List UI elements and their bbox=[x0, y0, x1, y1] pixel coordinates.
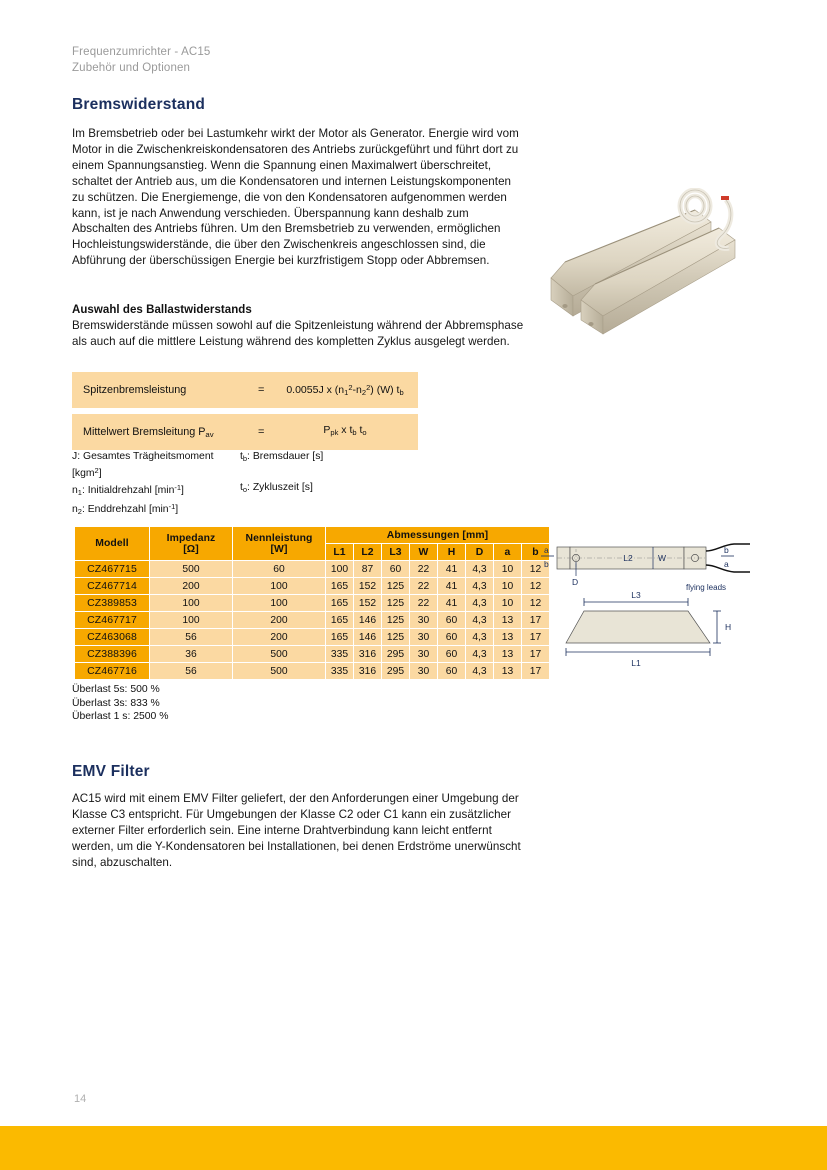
cell-b: 12 bbox=[522, 578, 549, 594]
cell-l1: 165 bbox=[326, 612, 353, 628]
cell-a: 13 bbox=[494, 646, 521, 662]
cell-impedanz: 36 bbox=[150, 646, 232, 662]
cell-impedanz: 100 bbox=[150, 595, 232, 611]
cell-l3: 125 bbox=[382, 612, 409, 628]
col-header-D: D bbox=[466, 544, 493, 560]
col-header-modell: Modell bbox=[75, 527, 149, 560]
cell-l1: 165 bbox=[326, 595, 353, 611]
cell-w: 22 bbox=[410, 595, 437, 611]
col-header-H: H bbox=[438, 544, 465, 560]
legend-item-n1: $n_1$: Initialdrehzahl $[\min^{-1}]$ bbox=[72, 483, 184, 498]
cell-d: 4,3 bbox=[466, 629, 493, 645]
cell-nennleistung: 200 bbox=[233, 629, 325, 645]
legend-item-n2: $n_2$: Enddrehzahl $[\min^{-1}]$ bbox=[72, 502, 179, 517]
cell-a: 10 bbox=[494, 578, 521, 594]
cell-nennleistung: 60 bbox=[233, 561, 325, 577]
cell-a: 10 bbox=[494, 595, 521, 611]
col-header-L1: L1 bbox=[326, 544, 353, 560]
cell-w: 30 bbox=[410, 663, 437, 679]
overload-notes bbox=[72, 683, 168, 724]
running-header bbox=[72, 45, 210, 76]
col-header-nennleistung: Nennleistung [W] bbox=[233, 527, 325, 560]
col-header-a: a bbox=[494, 544, 521, 560]
cell-nennleistung: 100 bbox=[233, 578, 325, 594]
paragraph-auswahl: Bremswiderstände müssen sowohl auf die Spitzenleistung während der Abbremsphase als auch auf die mittlere Leistung während des kompletten Zyklus ausgelegt werden. bbox=[72, 319, 524, 348]
cell-b: 17 bbox=[522, 629, 549, 645]
dimension-drawing-svg bbox=[536, 540, 754, 672]
cell-b: 17 bbox=[522, 663, 549, 679]
cell-l1: 165 bbox=[326, 578, 353, 594]
cell-l3: 60 bbox=[382, 561, 409, 577]
formula-2-denominator: $t_o$ bbox=[359, 424, 367, 438]
formula-box-average-braking-power bbox=[72, 414, 418, 450]
formula-1-equals: = bbox=[258, 384, 265, 396]
label-D: D bbox=[572, 577, 579, 587]
section-heading-bremswiderstand: Bremswiderstand bbox=[72, 96, 206, 113]
formula-2-numerator: $P_{pk}$ x $t_b$ bbox=[323, 424, 357, 438]
col-header-L2: L2 bbox=[354, 544, 381, 560]
cell-a: 13 bbox=[494, 629, 521, 645]
label-flying-leads: flying leads bbox=[686, 583, 727, 592]
running-header-line-1: Frequenzumrichter - AC15 bbox=[72, 46, 211, 58]
running-header-line-2: Zubehör und Optionen bbox=[72, 61, 191, 74]
subheading-auswahl: Auswahl des Ballastwiderstands bbox=[72, 304, 252, 316]
formula-box-peak-braking-power bbox=[72, 372, 418, 408]
formula-2-fraction bbox=[272, 425, 418, 438]
cell-modell: CZ467716 bbox=[75, 663, 149, 679]
cell-nennleistung: 500 bbox=[233, 646, 325, 662]
page-number: 14 bbox=[74, 1093, 87, 1105]
legend-item-to: $t_o$: Zykluszeit [s] bbox=[240, 482, 313, 494]
cell-l3: 125 bbox=[382, 595, 409, 611]
cell-w: 30 bbox=[410, 646, 437, 662]
dimension-drawing bbox=[536, 540, 754, 672]
cell-h: 60 bbox=[438, 612, 465, 628]
cell-impedanz: 500 bbox=[150, 561, 232, 577]
formula-legend bbox=[72, 450, 432, 519]
label-a-top: a bbox=[544, 545, 549, 555]
formula-1-numerator: 0.0055J x $(n_1^2-n_2^2)$ (W) bbox=[286, 382, 394, 397]
cell-l2: 146 bbox=[354, 629, 381, 645]
table-row bbox=[75, 663, 549, 679]
cell-d: 4,3 bbox=[466, 595, 493, 611]
cell-a: 13 bbox=[494, 663, 521, 679]
cell-h: 41 bbox=[438, 578, 465, 594]
cell-b: 12 bbox=[522, 595, 549, 611]
cell-h: 60 bbox=[438, 646, 465, 662]
cell-l1: 100 bbox=[326, 561, 353, 577]
cell-nennleistung: 500 bbox=[233, 663, 325, 679]
cell-a: 10 bbox=[494, 561, 521, 577]
col-header-W: W bbox=[410, 544, 437, 560]
cell-d: 4,3 bbox=[466, 612, 493, 628]
cell-modell: CZ467715 bbox=[75, 561, 149, 577]
col-header-L3: L3 bbox=[382, 544, 409, 560]
label-L1: L1 bbox=[631, 658, 641, 668]
formula-2-equals: = bbox=[258, 426, 265, 438]
cell-l1: 335 bbox=[326, 646, 353, 662]
table-header bbox=[75, 527, 549, 560]
label-W: W bbox=[658, 553, 667, 563]
cell-d: 4,3 bbox=[466, 663, 493, 679]
cell-l3: 125 bbox=[382, 629, 409, 645]
cell-nennleistung: 200 bbox=[233, 612, 325, 628]
label-L3: L3 bbox=[631, 590, 641, 600]
brake-resistor-spec-table bbox=[74, 526, 550, 680]
col-header-b: b bbox=[522, 544, 549, 560]
cell-l2: 316 bbox=[354, 663, 381, 679]
label-H: H bbox=[725, 622, 732, 632]
cell-d: 4,3 bbox=[466, 561, 493, 577]
cell-h: 41 bbox=[438, 595, 465, 611]
table-row bbox=[75, 629, 549, 645]
section-heading-emv-filter: EMV Filter bbox=[72, 763, 150, 780]
cell-h: 60 bbox=[438, 629, 465, 645]
legend-item-tb: $t_b$: Bremsdauer [s] bbox=[240, 451, 324, 463]
cell-w: 30 bbox=[410, 612, 437, 628]
col-header-abmessungen: Abmessungen [mm] bbox=[326, 527, 549, 543]
cell-modell: CZ463068 bbox=[75, 629, 149, 645]
cell-l2: 87 bbox=[354, 561, 381, 577]
cell-l3: 125 bbox=[382, 578, 409, 594]
cell-l1: 335 bbox=[326, 663, 353, 679]
formula-2-label: Mittelwert Bremsleitung $P_{av}$ bbox=[83, 425, 214, 439]
legend-row bbox=[72, 450, 432, 481]
cell-l2: 146 bbox=[354, 612, 381, 628]
cell-nennleistung: 100 bbox=[233, 595, 325, 611]
cell-w: 22 bbox=[410, 561, 437, 577]
cell-modell: CZ389853 bbox=[75, 595, 149, 611]
cell-l2: 152 bbox=[354, 595, 381, 611]
cell-w: 30 bbox=[410, 629, 437, 645]
overload-line: Überlast 3s: 833 % bbox=[72, 697, 160, 709]
table-row bbox=[75, 595, 549, 611]
cell-l3: 295 bbox=[382, 663, 409, 679]
formula-1-fraction bbox=[272, 382, 418, 399]
cell-impedanz: 56 bbox=[150, 663, 232, 679]
cell-l2: 316 bbox=[354, 646, 381, 662]
overload-line: Überlast 5s: 500 % bbox=[72, 684, 160, 695]
label-b-right: b bbox=[724, 545, 729, 555]
legend-row bbox=[72, 500, 432, 519]
legend-item-J: J: Gesamtes Trägheitsmoment [kgm$^2$] bbox=[72, 451, 214, 480]
cell-d: 4,3 bbox=[466, 578, 493, 594]
product-photo-brake-resistor bbox=[543, 188, 755, 336]
cell-l3: 295 bbox=[382, 646, 409, 662]
cell-b: 17 bbox=[522, 646, 549, 662]
formula-1-label: Spitzenbremsleistung bbox=[83, 384, 187, 396]
brake-resistor-illustration bbox=[543, 188, 755, 336]
cell-a: 13 bbox=[494, 612, 521, 628]
cell-modell: CZ388396 bbox=[75, 646, 149, 662]
legend-row bbox=[72, 481, 432, 500]
table-row bbox=[75, 578, 549, 594]
overload-line: Überlast 1 s: 2500 % bbox=[72, 711, 169, 723]
table-row bbox=[75, 612, 549, 628]
label-L2: L2 bbox=[623, 553, 633, 563]
label-a-right: a bbox=[724, 559, 729, 569]
cell-l2: 152 bbox=[354, 578, 381, 594]
cell-b: 12 bbox=[522, 561, 549, 577]
cell-l1: 165 bbox=[326, 629, 353, 645]
table-header-row-1 bbox=[75, 527, 549, 543]
cell-impedanz: 200 bbox=[150, 578, 232, 594]
cell-modell: CZ467714 bbox=[75, 578, 149, 594]
table-row bbox=[75, 561, 549, 577]
cell-w: 22 bbox=[410, 578, 437, 594]
cell-d: 4,3 bbox=[466, 646, 493, 662]
cell-impedanz: 56 bbox=[150, 629, 232, 645]
cell-h: 60 bbox=[438, 663, 465, 679]
paragraph-bremswiderstand: Im Bremsbetrieb oder bei Lastumkehr wirkt der Motor als Generator. Energie wird vom Motor in die Zwischenkreiskondensatoren des Antriebs zurückgeführt und führt dort zu einem Spannungsanstieg. Wenn die Spannung einen Maximalwert überschreitet, schaltet der Antrieb aus, um die Kondensatoren und internen Leistungskomponenten zu schützen. Die Energiemenge, die von den Kondensatoren aufgenommen werden kann, ist je nach Anwendung verschieden. Überspannung kann deshalb zum Abschalten des Antriebs führen. Um den Bremsbetrieb zu verwenden, ermöglichen Hochleistungswiderstände, die über den Zwischenkreis angeschlossen sind, die Abführung der überschüssigen Energie bei kurzfristigem Stopp oder Abbremsen. bbox=[72, 127, 519, 268]
label-b-top: b bbox=[544, 559, 549, 569]
cell-b: 17 bbox=[522, 612, 549, 628]
table-row bbox=[75, 646, 549, 662]
col-header-impedanz: Impedanz [Ω] bbox=[150, 527, 232, 560]
table-body bbox=[75, 561, 549, 679]
paragraph-emv-filter: AC15 wird mit einem EMV Filter geliefert, der den Anforderungen einer Umgebung der Klasse C3 entspricht. Für Umgebungen der Klasse C2 oder C1 kann ein zusätzlicher externer Filter erforderlich sein. Eine interne Drahtverbindung kann leicht entfernt werden, um die Y-Kondensatoren bei Installationen, bei denen Erdströme unerwünscht sind, abzuschalten. bbox=[72, 792, 521, 869]
cell-modell: CZ467717 bbox=[75, 612, 149, 628]
formula-1-denominator: $t_b$ bbox=[396, 383, 404, 397]
cell-h: 41 bbox=[438, 561, 465, 577]
cell-impedanz: 100 bbox=[150, 612, 232, 628]
footer-bar bbox=[0, 1126, 827, 1170]
